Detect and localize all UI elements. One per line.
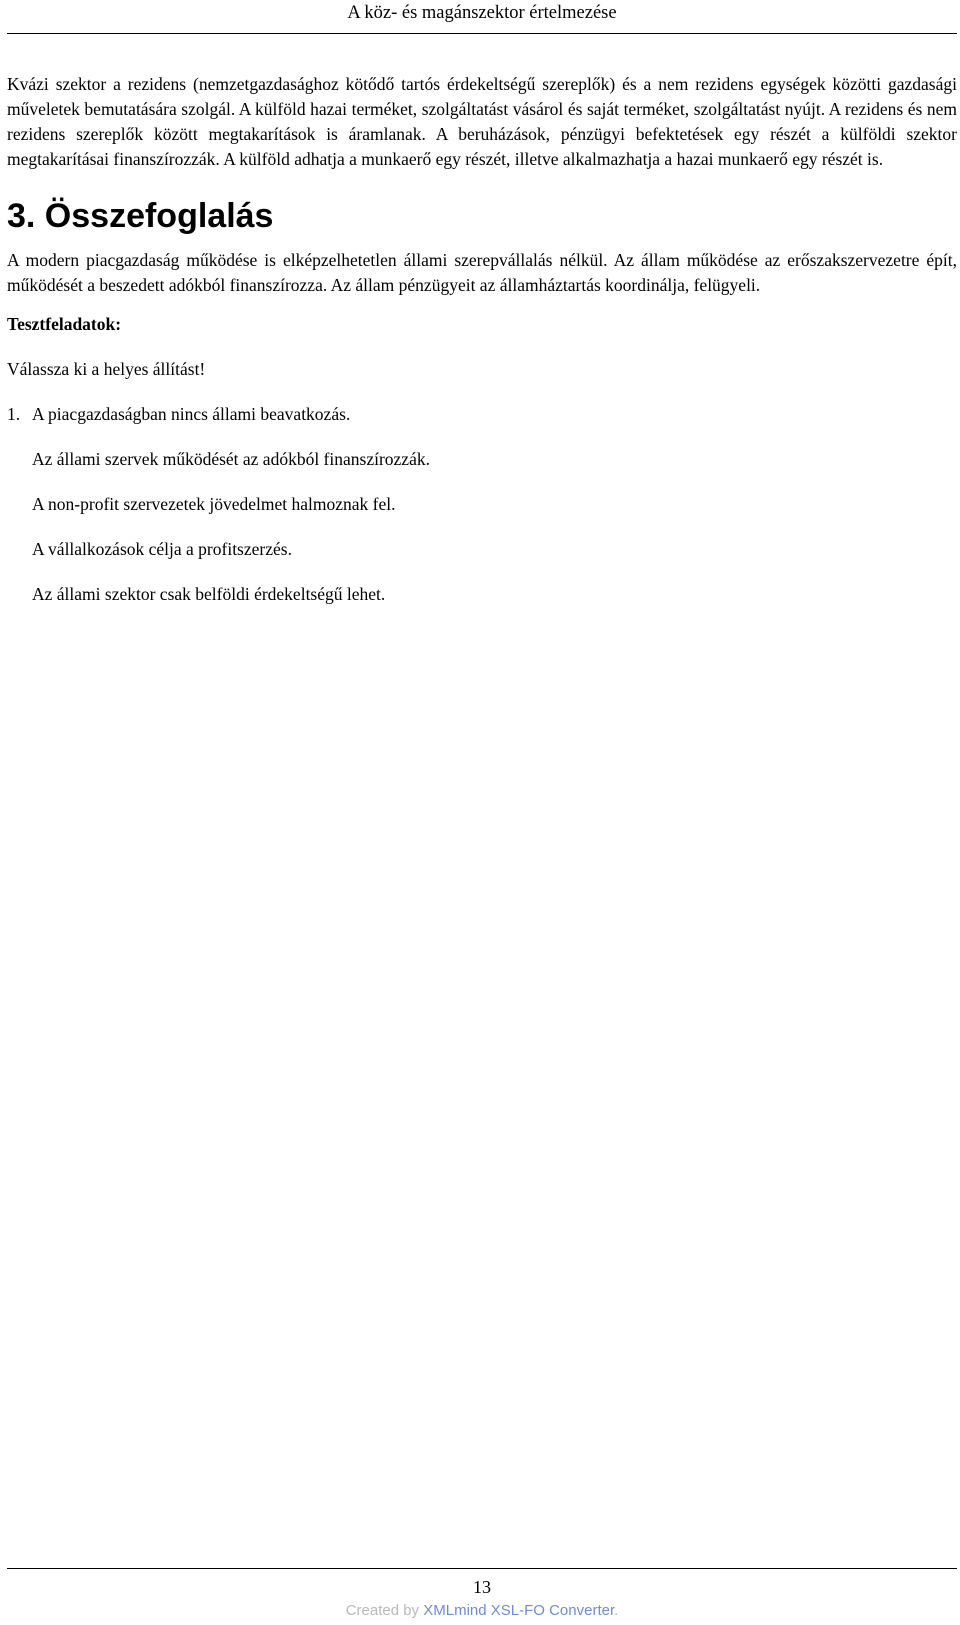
converter-credit bbox=[7, 1601, 957, 1621]
option-text: Az állami szervek működését az adókból finanszírozzák. bbox=[32, 449, 430, 469]
running-header: A köz- és magánszektor értelmezése bbox=[347, 3, 617, 23]
option-text: Az állami szektor csak belföldi érdekeltségű lehet. bbox=[32, 584, 386, 604]
section-heading: 3. Összefoglalás bbox=[7, 197, 274, 235]
document-page bbox=[7, 0, 957, 1625]
footer-divider bbox=[7, 1568, 957, 1569]
summary-paragraph: A modern piacgazdaság működése is elképzelhetetlen állami szerepvállalás nélkül. Az állam működése az erőszakszervezetre épít, működését a beszedett adókból finanszírozza. Az állam pénzügyeit az államháztartás koordinálja, felügyeli. bbox=[7, 250, 957, 295]
body-paragraph: Kvázi szektor a rezidens (nemzetgazdasághoz kötődő tartós érdekeltségű szereplők) és a nem rezidens egységek közötti gazdasági műveletek bemutatására szolgál. A külföld hazai terméket, szolgáltatást vásárol és saját terméket, szolgáltatást nyújt. A rezidens és nem rezidens szereplők között megtakarítások is áramlanak. A beruházások, pénzügyi befektetések egy részét a külföldi szektor megtakarításai finanszírozzák. A külföld adhatja a munkaerő egy részét, illetve alkalmazhatja a hazai munkaerő egy részét is. bbox=[7, 74, 957, 169]
converter-link[interactable]: XMLmind XSL-FO Converter bbox=[423, 1602, 615, 1619]
credit-suffix: . bbox=[614, 1602, 619, 1619]
option-text: A vállalkozások célja a profitszerzés. bbox=[32, 539, 292, 559]
test-option bbox=[7, 537, 957, 562]
credit-prefix: Created by bbox=[345, 1602, 424, 1619]
option-text: A piacgazdaságban nincs állami beavatkozás. bbox=[32, 404, 351, 424]
tests-subheading: Tesztfeladatok: bbox=[7, 314, 122, 334]
test-instruction: Válassza ki a helyes állítást! bbox=[7, 359, 206, 379]
header-divider bbox=[7, 33, 957, 34]
option-text: A non-profit szervezetek jövedelmet halmoznak fel. bbox=[32, 494, 396, 514]
question-number: 1. bbox=[7, 404, 21, 424]
test-option bbox=[7, 582, 957, 607]
document-body bbox=[7, 72, 957, 627]
test-option bbox=[7, 402, 957, 427]
test-option bbox=[7, 447, 957, 472]
test-option bbox=[7, 492, 957, 517]
page-number: 13 bbox=[473, 1577, 491, 1597]
